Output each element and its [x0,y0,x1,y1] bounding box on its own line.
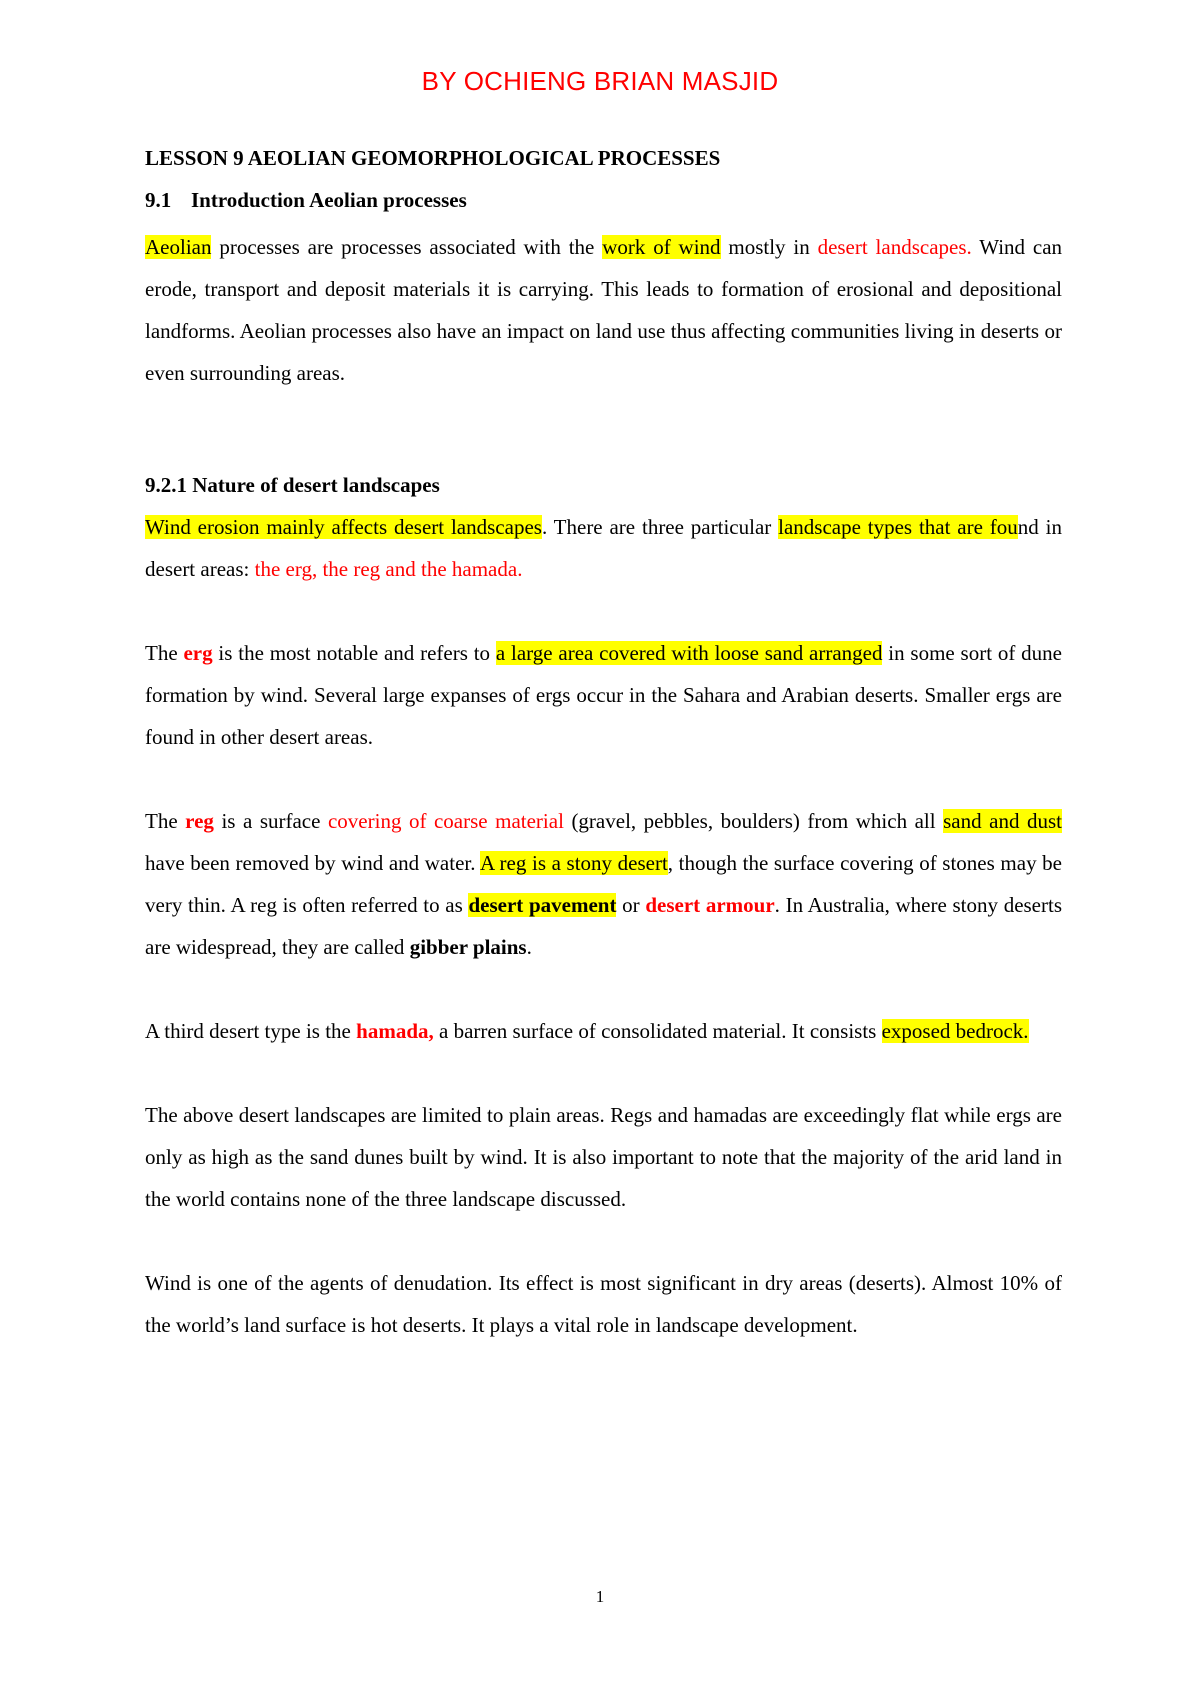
highlight-text: work of wind [602,235,721,259]
nature-paragraph: Wind erosion mainly affects desert landscapes. There are three particular landscape types that are found in desert areas: the erg, the reg and the hamada. [145,515,1062,581]
term-hamada: hamada, [356,1019,434,1043]
highlight-text: exposed bedrock. [881,1019,1029,1043]
term-desert-armour: desert armour [645,893,775,917]
highlight-text: sand and dust [943,809,1062,833]
wind-paragraph: Wind is one of the agents of denudation. Its effect is most significant in dry areas (deserts). Almost 10% of the world’s land surface is hot deserts. It plays a vital role in landscape development. [145,1271,1062,1337]
highlight-text: A reg is a stony desert [479,851,668,875]
page-content [145,142,1062,1346]
hamada-paragraph: A third desert type is the hamada, a barren surface of consolidated material. It consists exposed bedrock. [145,1019,1029,1043]
intro-paragraph: Aeolian processes are processes associated with the work of wind mostly in desert landscapes. Wind can erode, transport and deposit materials it is carrying. This leads to formation of erosional and depositional landforms. Aeolian processes also have an impact on land use thus affecting communities living in deserts or even surrounding areas. [145,235,1063,385]
erg-paragraph: The erg is the most notable and refers to a large area covered with loose sand arranged in some sort of dune formation by wind. Several large expanses of ergs occur in the Sahara and Arabian deserts. Smaller ergs are found in other desert areas. [145,641,1062,749]
author-byline: BY OCHIENG BRIAN MASJID [421,66,779,96]
highlight-text: landscape types that are fou [778,515,1018,539]
highlight-text: a large area covered with loose sand arranged [495,641,883,665]
highlight-text: Wind erosion mainly affects desert landscapes [145,515,542,539]
limits-paragraph: The above desert landscapes are limited to plain areas. Regs and hamadas are exceedingly flat while ergs are only as high as the sand dunes built by wind. It is also important to note that the majority of the arid land in the world contains none of the three landscape discussed. [145,1103,1062,1211]
term-erg: erg [183,641,213,665]
page-number: 1 [595,1587,605,1606]
red-text: the erg, the reg and the hamada. [254,557,523,581]
highlight-text: Aeolian [145,235,212,259]
section-heading-9-2-1: 9.2.1 Nature of desert landscapes [145,473,440,497]
term-gibber-plains: gibber plains [409,935,527,959]
section-title: Introduction Aeolian processes [191,188,467,212]
section-heading-9-1 [145,184,1062,216]
section-number: 9.1 [145,188,172,212]
red-text: covering of coarse material [327,809,564,833]
term-reg: reg [185,809,214,833]
reg-paragraph: The reg is a surface covering of coarse material (gravel, pebbles, boulders) from which all sand and dust have been removed by wind and water. A reg is a stony desert, though the surface covering of stones may be very thin. A reg is often referred to as desert pavement or desert armour. In Australia, where stony deserts are widespread, they are called gibber plains. [145,809,1063,959]
lesson-title: LESSON 9 AEOLIAN GEOMORPHOLOGICAL PROCESSES [145,146,721,170]
red-text: desert landscapes. [817,235,972,259]
term-desert-pavement: desert pavement [468,893,617,917]
